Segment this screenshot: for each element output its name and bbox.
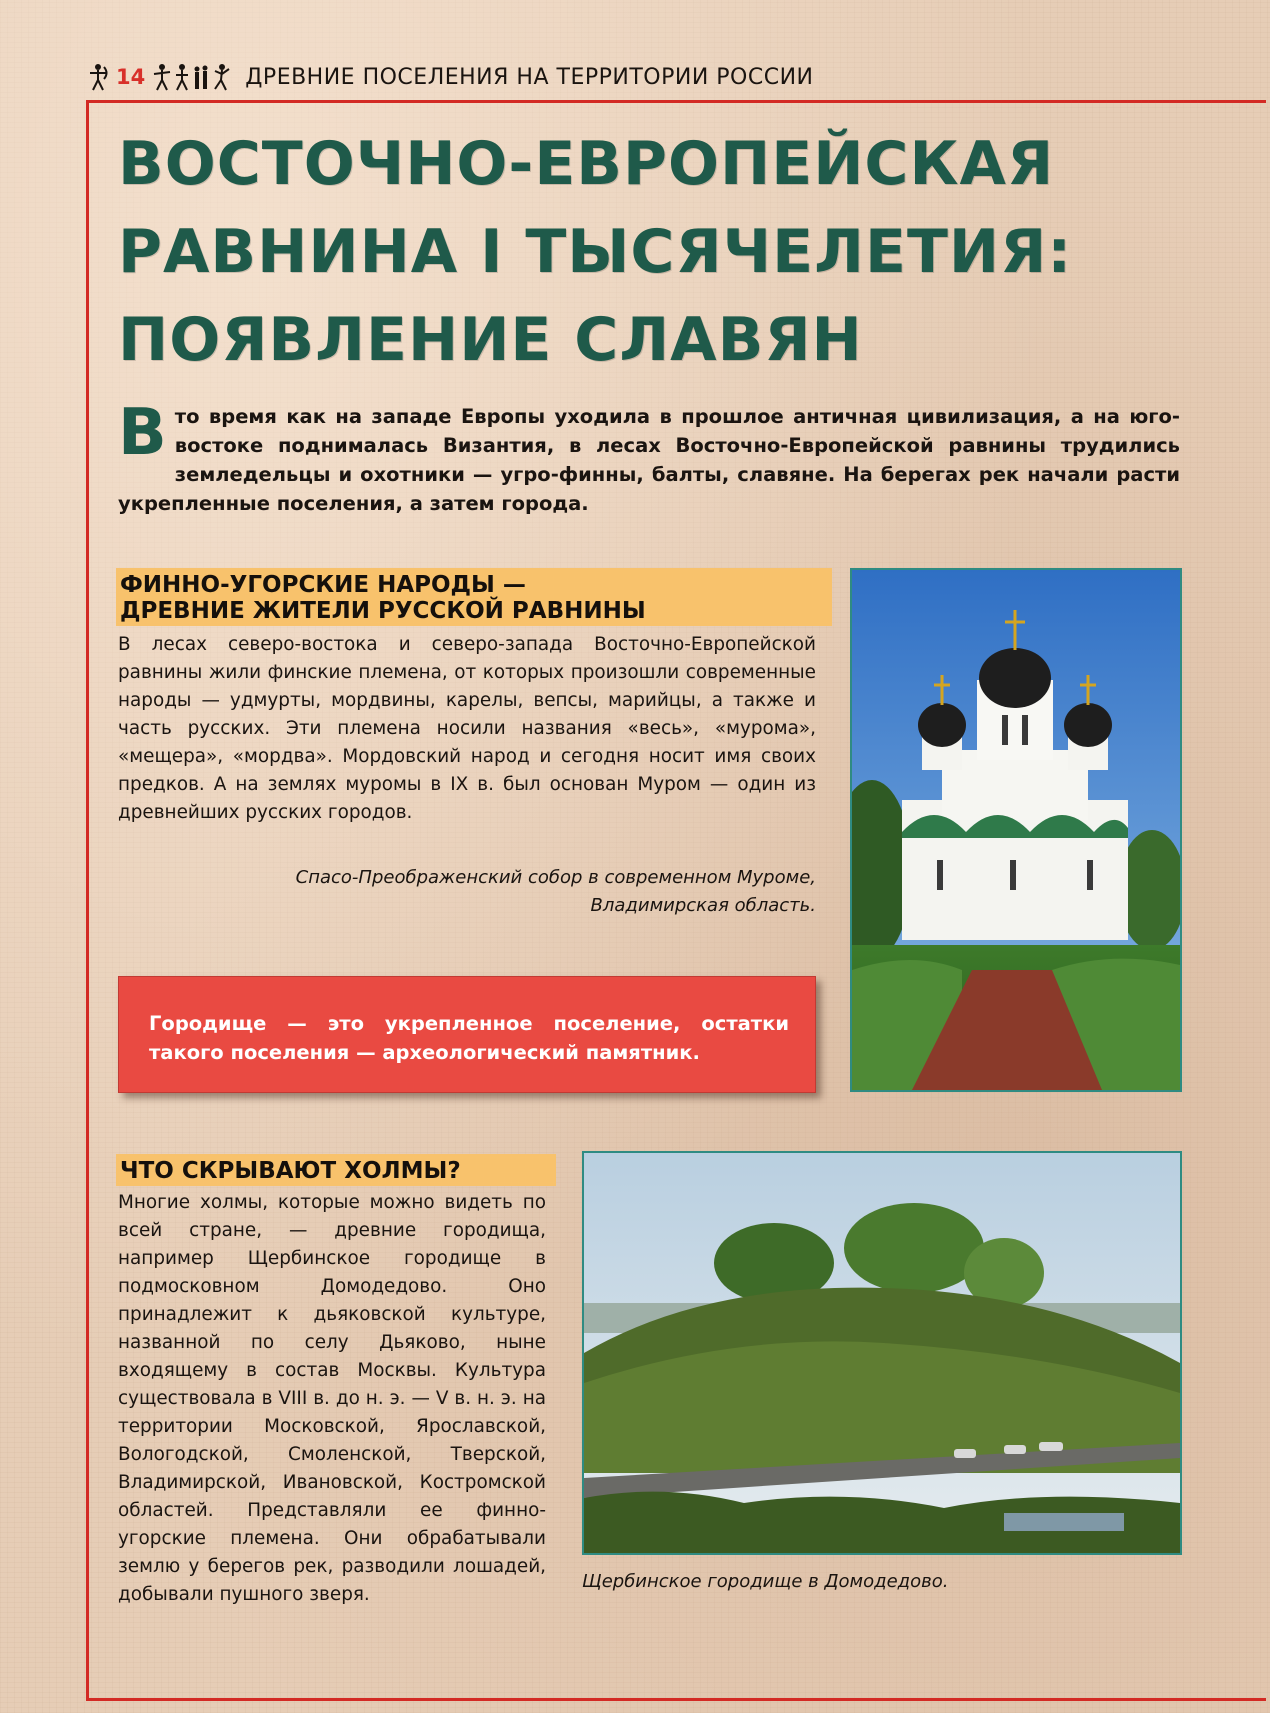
walking-figure-icon [173,63,191,91]
group-figures-icon [191,63,211,91]
page-number: 14 [116,65,146,89]
page-title [118,120,1118,384]
hunter-figure-icon [151,63,173,91]
title-line-2: РАВНИНА I ТЫСЯЧЕЛЕТИЯ: [118,217,1073,287]
archer-figure-icon [86,63,110,91]
frame-top-line [86,100,1266,103]
definition-text: Городище — это укрепленное поселение, остатки такого поселения — археологический памятник. [149,1012,789,1064]
hillfort-illustration [584,1153,1180,1553]
caption-line-1: Спасо-Преображенский собор в современном Муроме, [295,867,816,888]
church-photo [850,568,1182,1092]
section-body-finno-ugric: В лесах северо-востока и северо-запада Восточно-Европейской равнины жили финские племена, от которых произошли современные народы — удмурты, мордвины, карелы, вепсы, марийцы, а также и часть русских. Эти племена носили названия «весь», «мурома», «мещера», «мордва». Мордовский народ и сегодня носит имя своих предков. А на землях муромы в IX в. был основан Муром — один из древнейших русских городов. [118,634,816,823]
definition-box [118,976,816,1093]
church-photo-caption [240,864,816,920]
drop-cap: В [118,396,167,470]
intro-paragraph [118,396,1180,518]
intro-text: то время как на западе Европы уходила в прошлое античная цивилизация, а на юго-востоке поднималась Византия, в лесах Восточно-Европейской равнины трудились земледельцы и охотники — угро-финны, балты, славяне. На берегах рек начали расти укрепленные поселения, а затем города. [118,405,1180,515]
section-heading-finno-ugric [116,568,832,626]
section-body-hills: Многие холмы, которые можно видеть по всей стране, — древние городища, например Щербинское городище в подмосковном Домодедово. Оно принадлежит к дьяковской культуре, названной по селу Дьяково, ныне входящему в состав Москвы. Культура существовала в VIII в. до н. э. — V в. н. э. на территории Московской, Ярославской, Вологодской, Смоленской, Тверской, Владимирской, Ивановской, Костромской областей. Представляли ее финно-угорские племена. Они обрабатывали землю у берегов рек, разводили лошадей, добывали пушного зверя. [118,1192,546,1605]
frame-left-line [86,100,89,1700]
section-heading-line-1: ФИННО-УГОРСКИЕ НАРОДЫ — [120,572,526,598]
frame-bottom-line [86,1698,1266,1701]
church-illustration [852,570,1180,1090]
hillfort-photo-caption: Щербинское городище в Домодедово. [582,1571,949,1592]
running-title: ДРЕВНИЕ ПОСЕЛЕНИЯ НА ТЕРРИТОРИИ РОССИИ [245,64,814,90]
title-line-1: ВОСТОЧНО-ЕВРОПЕЙСКАЯ [118,129,1055,199]
caption-line-2: Владимирская область. [590,895,816,916]
section-heading-line-2: ДРЕВНИЕ ЖИТЕЛИ РУССКОЙ РАВНИНЫ [120,598,646,624]
dancing-figure-icon [211,63,231,91]
running-header [86,62,813,92]
hillfort-photo [582,1151,1182,1555]
title-line-3: ПОЯВЛЕНИЕ СЛАВЯН [118,305,863,375]
section-heading-hills: ЧТО СКРЫВАЮТ ХОЛМЫ? [116,1154,556,1186]
